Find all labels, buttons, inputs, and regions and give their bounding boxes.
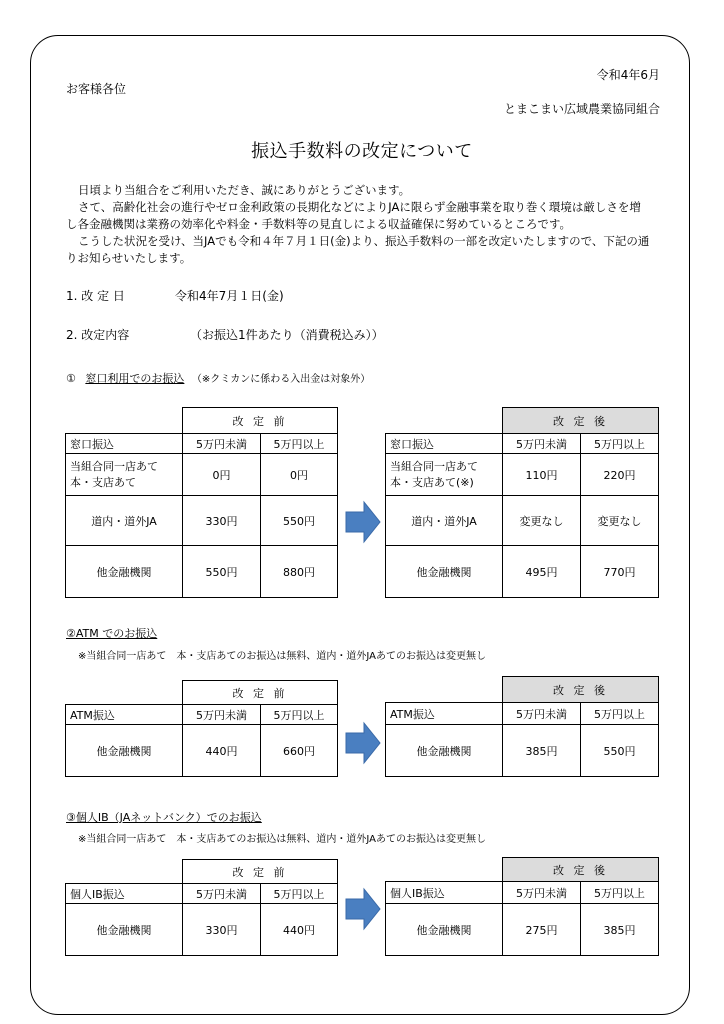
cell-value: 495円: [503, 546, 581, 598]
row-label-same-branch: 当組合同一店あて 本・支店あて(※): [386, 454, 503, 496]
row-header-label: 窓口振込: [386, 434, 503, 454]
section-3-title: ③個人IB（JAネットバンク）でのお振込: [66, 811, 262, 824]
cell-value: 110円: [503, 454, 581, 496]
section-1-number: ①: [66, 372, 76, 385]
cell-value: 変更なし: [581, 496, 659, 546]
cell-value: 550円: [183, 546, 261, 598]
section-2-note: ※当組合同一店あて 本・支店あてのお振込は無料、道内・道外JAあてのお振込は変更無し: [78, 651, 486, 662]
row-header-label: ATM振込: [66, 705, 183, 725]
table-1-before: [65, 407, 338, 598]
cell-value: 550円: [581, 725, 659, 777]
col-header-over-50k: 5万円以上: [581, 882, 659, 904]
intro-paragraph-2: さて、高齢化社会の進行やゼロ金利政策の長期化などによりJAに限らず金融事業を取り巻く環境は厳しさを増し各金融機関は業務の効率化や料金・手数料等の見直しによる収益確保に努めているところです。: [66, 200, 641, 231]
recipient: お客様各位: [66, 82, 127, 96]
cell-value: 550円: [261, 496, 338, 546]
intro-paragraph-3: こうした状況を受け、当JAでも令和４年７月１日(金)より、振込手数料の一部を改定いたしますので、下記の通りお知らせいたします。: [66, 234, 650, 265]
row-label-other-banks: 他金融機関: [66, 546, 183, 598]
section-2-title: ②ATM でのお振込: [66, 627, 158, 640]
issue-date: 令和4年6月: [596, 68, 660, 82]
table-row: [386, 904, 659, 956]
table-row: [66, 725, 338, 777]
col-header-under-50k: 5万円未満: [183, 884, 261, 904]
row-label-ja: 道内・道外JA: [66, 496, 183, 546]
change-date-value: 令和4年7月１日(金): [175, 289, 284, 303]
cell-value: 385円: [503, 725, 581, 777]
section-1-note: （※クミカンに係わる入出金は対象外）: [191, 374, 371, 385]
cell-value: 440円: [183, 725, 261, 777]
table-3-after: [385, 857, 659, 956]
row-header-label: 窓口振込: [66, 434, 183, 454]
cell-value: 0円: [261, 454, 338, 496]
change-date-label: 1. 改 定 日: [66, 289, 125, 303]
row-label-other-banks: 他金融機関: [386, 725, 503, 777]
cell-value: 220円: [581, 454, 659, 496]
col-header-over-50k: 5万円以上: [261, 884, 338, 904]
table-3-before: [65, 859, 338, 956]
intro-paragraph-1: 日頃より当組合をご利用いただき、誠にありがとうございます。: [78, 183, 411, 197]
cell-value: 0円: [183, 454, 261, 496]
table-row: [386, 725, 659, 777]
table-header: 改 定 後: [503, 408, 659, 434]
table-header: 改 定 前: [183, 681, 338, 705]
table-row: [66, 454, 338, 496]
table-header: 改 定 後: [503, 858, 659, 882]
arrow-right-icon: [344, 887, 382, 931]
cell-value: 440円: [261, 904, 338, 956]
table-row: [386, 496, 659, 546]
table-header: 改 定 後: [503, 677, 659, 703]
section-1-heading: [66, 370, 370, 386]
col-header-over-50k: 5万円以上: [581, 703, 659, 725]
row-label-other-banks: 他金融機関: [386, 904, 503, 956]
table-row: [386, 546, 659, 598]
cell-value: 880円: [261, 546, 338, 598]
change-content-note: （お振込1件あたり（消費税込み））: [190, 328, 384, 342]
col-header-under-50k: 5万円未満: [503, 703, 581, 725]
section-3-note: ※当組合同一店あて 本・支店あてのお振込は無料、道内・道外JAあてのお振込は変更無し: [78, 834, 486, 845]
col-header-over-50k: 5万円以上: [261, 434, 338, 454]
col-header-under-50k: 5万円未満: [183, 434, 261, 454]
col-header-under-50k: 5万円未満: [503, 882, 581, 904]
page-title: 振込手数料の改定について: [251, 141, 473, 162]
table-header: 改 定 前: [183, 860, 338, 884]
change-content-label: 2. 改定内容: [66, 328, 130, 342]
table-2-before: [65, 680, 338, 777]
row-header-label: ATM振込: [386, 703, 503, 725]
table-header: 改 定 前: [183, 408, 338, 434]
cell-value: 330円: [183, 904, 261, 956]
col-header-over-50k: 5万円以上: [581, 434, 659, 454]
row-header-label: 個人IB振込: [66, 884, 183, 904]
cell-value: 385円: [581, 904, 659, 956]
table-2-after: [385, 676, 659, 777]
col-header-under-50k: 5万円未満: [183, 705, 261, 725]
cell-value: 275円: [503, 904, 581, 956]
row-label-other-banks: 他金融機関: [66, 725, 183, 777]
arrow-right-icon: [344, 721, 382, 765]
table-row: [66, 904, 338, 956]
col-header-under-50k: 5万円未満: [503, 434, 581, 454]
issuer: とまこまい広域農業協同組合: [503, 102, 660, 116]
cell-value: 660円: [261, 725, 338, 777]
cell-value: 770円: [581, 546, 659, 598]
row-label-same-branch: 当組合同一店あて 本・支店あて: [66, 454, 183, 496]
table-row: [386, 454, 659, 496]
cell-value: 変更なし: [503, 496, 581, 546]
table-row: [66, 546, 338, 598]
arrow-right-icon: [344, 500, 382, 544]
table-row: [66, 496, 338, 546]
row-label-other-banks: 他金融機関: [386, 546, 503, 598]
row-header-label: 個人IB振込: [386, 882, 503, 904]
col-header-over-50k: 5万円以上: [261, 705, 338, 725]
row-label-other-banks: 他金融機関: [66, 904, 183, 956]
section-1-title: 窓口利用でのお振込: [85, 372, 185, 385]
cell-value: 330円: [183, 496, 261, 546]
table-1-after: [385, 407, 659, 598]
row-label-ja: 道内・道外JA: [386, 496, 503, 546]
